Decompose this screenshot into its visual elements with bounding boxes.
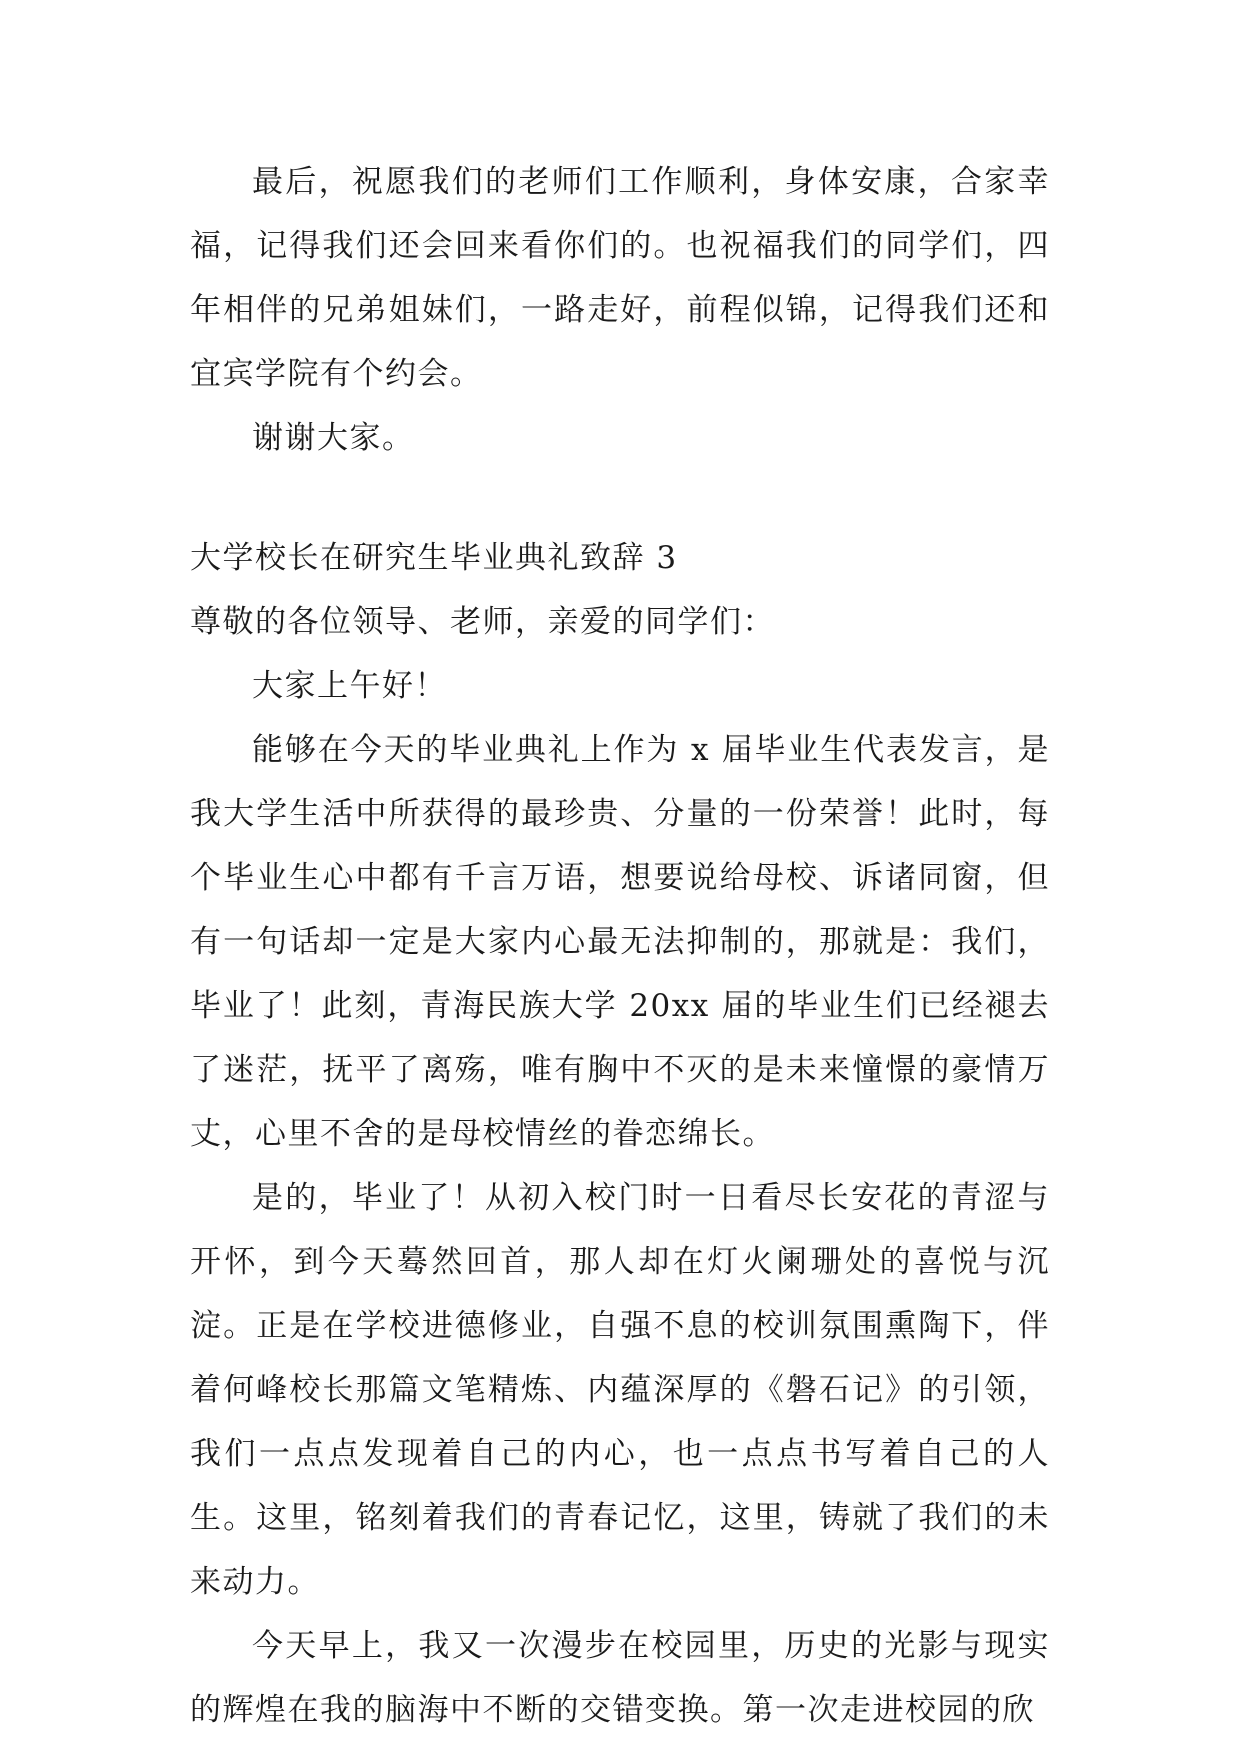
section-gap <box>190 470 1050 526</box>
body-paragraph-2: 是的，毕业了！从初入校门时一日看尽长安花的青涩与开怀，到今天蓦然回首，那人却在灯火阑珊处的喜悦与沉淀。正是在学校进德修业，自强不息的校训氛围熏陶下，伴着何峰校长那篇文笔精炼、内蕴深厚的《磐石记》的引领，我们一点点发现着自己的内心，也一点点书写着自己的人生。这里，铭刻着我们的青春记忆，这里，铸就了我们的未来动力。 <box>190 1180 1050 1600</box>
closing-paragraph: 最后，祝愿我们的老师们工作顺利，身体安康，合家幸福，记得我们还会回来看你们的。也祝福我们的同学们，四年相伴的兄弟姐妹们，一路走好，前程似锦，记得我们还和宜宾学院有个约会。 <box>190 164 1050 392</box>
salutation: 尊敬的各位领导、老师，亲爱的同学们： <box>190 604 775 640</box>
document-page <box>190 150 1050 1742</box>
thanks-line: 谢谢大家。 <box>252 420 415 456</box>
speech-title: 大学校长在研究生毕业典礼致辞 3 <box>190 540 678 576</box>
body-paragraph-3: 今天早上，我又一次漫步在校园里，历史的光影与现实的辉煌在我的脑海中不断的交错变换。第一次走进校园的欣 <box>190 1628 1050 1728</box>
body-paragraph-1: 能够在今天的毕业典礼上作为 x 届毕业生代表发言，是我大学生活中所获得的最珍贵、分量的一份荣誉！此时，每个毕业生心中都有千言万语，想要说给母校、诉诸同窗，但有一句话却一定是大家内心最无法抑制的，那就是：我们，毕业了！此刻，青海民族大学 20xx 届的毕业生们已经褪去了迷茫，抚平了离殇，唯有胸中不灭的是未来憧憬的豪情万丈，心里不舍的是母校情丝的眷恋绵长。 <box>190 732 1050 1152</box>
greeting: 大家上午好！ <box>252 668 447 704</box>
